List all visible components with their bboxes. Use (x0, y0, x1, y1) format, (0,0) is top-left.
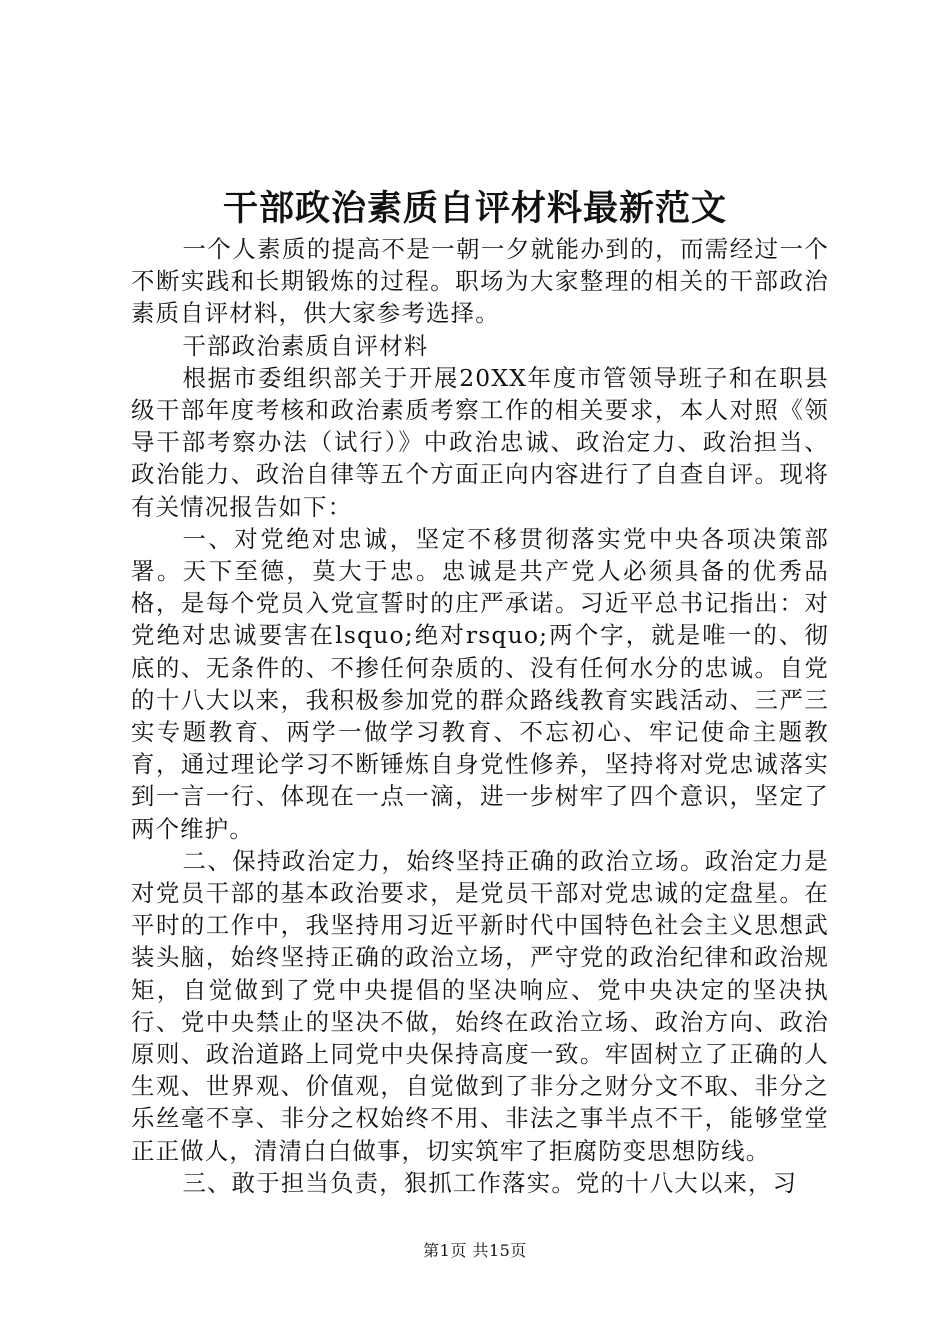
document-title: 干部政治素质自评材料最新范文 (222, 188, 727, 229)
paragraph-background: 根据市委组织部关于开展20XX年度市管领导班子和在职县级干部年度考核和政治素质考察工作的相关要求，本人对照《领导干部考察办法（试行）》中政治忠诚、政治定力、政治担当、政治能力、政治自律等五个方面正向内容进行了自查自评。现将有关情况报告如下： (131, 363, 829, 521)
page-number: 第1页 共15页 (423, 1241, 527, 1260)
document-body (131, 233, 829, 1199)
paragraph-section-three: 三、敢于担当负责，狠抓工作落实。党的十八大以来，习 (182, 1168, 798, 1197)
paragraph-section-two: 二、保持政治定力，始终坚持正确的政治立场。政治定力是对党员干部的基本政治要求，是党员干部对党忠诚的定盘星。在平时的工作中，我坚持用习近平新时代中国特色社会主义思想武装头脑，始终坚持正确的政治立场，严守党的政治纪律和政治规矩，自觉做到了党中央提倡的坚决响应、党中央决定的坚决执行、党中央禁止的坚决不做，始终在政治立场、政治方向、政治原则、政治道路上同党中央保持高度一致。牢固树立了正确的人生观、世界观、价值观，自觉做到了非分之财分文不取、非分之乐丝毫不享、非分之权始终不用、非法之事半点不干，能够堂堂正正做人，清清白白做事，切实筑牢了拒腐防变思想防线。 (131, 846, 829, 1165)
paragraph-intro: 一个人素质的提高不是一朝一夕就能办到的，而需经过一个不断实践和长期锻炼的过程。职场为大家整理的相关的干部政治素质自评材料，供大家参考选择。 (131, 235, 829, 328)
paragraph-subtitle: 干部政治素质自评材料 (182, 331, 429, 360)
paragraph-section-one: 一、对党绝对忠诚，坚定不移贯彻落实党中央各项决策部署。天下至德，莫大于忠。忠诚是共产党人必须具备的优秀品格，是每个党员入党宣誓时的庄严承诺。习近平总书记指出：对党绝对忠诚要害在lsquo;绝对rsquo;两个字，就是唯一的、彻底的、无条件的、不掺任何杂质的、没有任何水分的忠诚。自党的十八大以来，我积极参加党的群众路线教育实践活动、三严三实专题教育、两学一做学习教育、不忘初心、牢记使命主题教育，通过理论学习不断锤炼自身党性修养，坚持将对党忠诚落实到一言一行、体现在一点一滴，进一步树牢了四个意识，坚定了两个维护。 (131, 524, 829, 843)
